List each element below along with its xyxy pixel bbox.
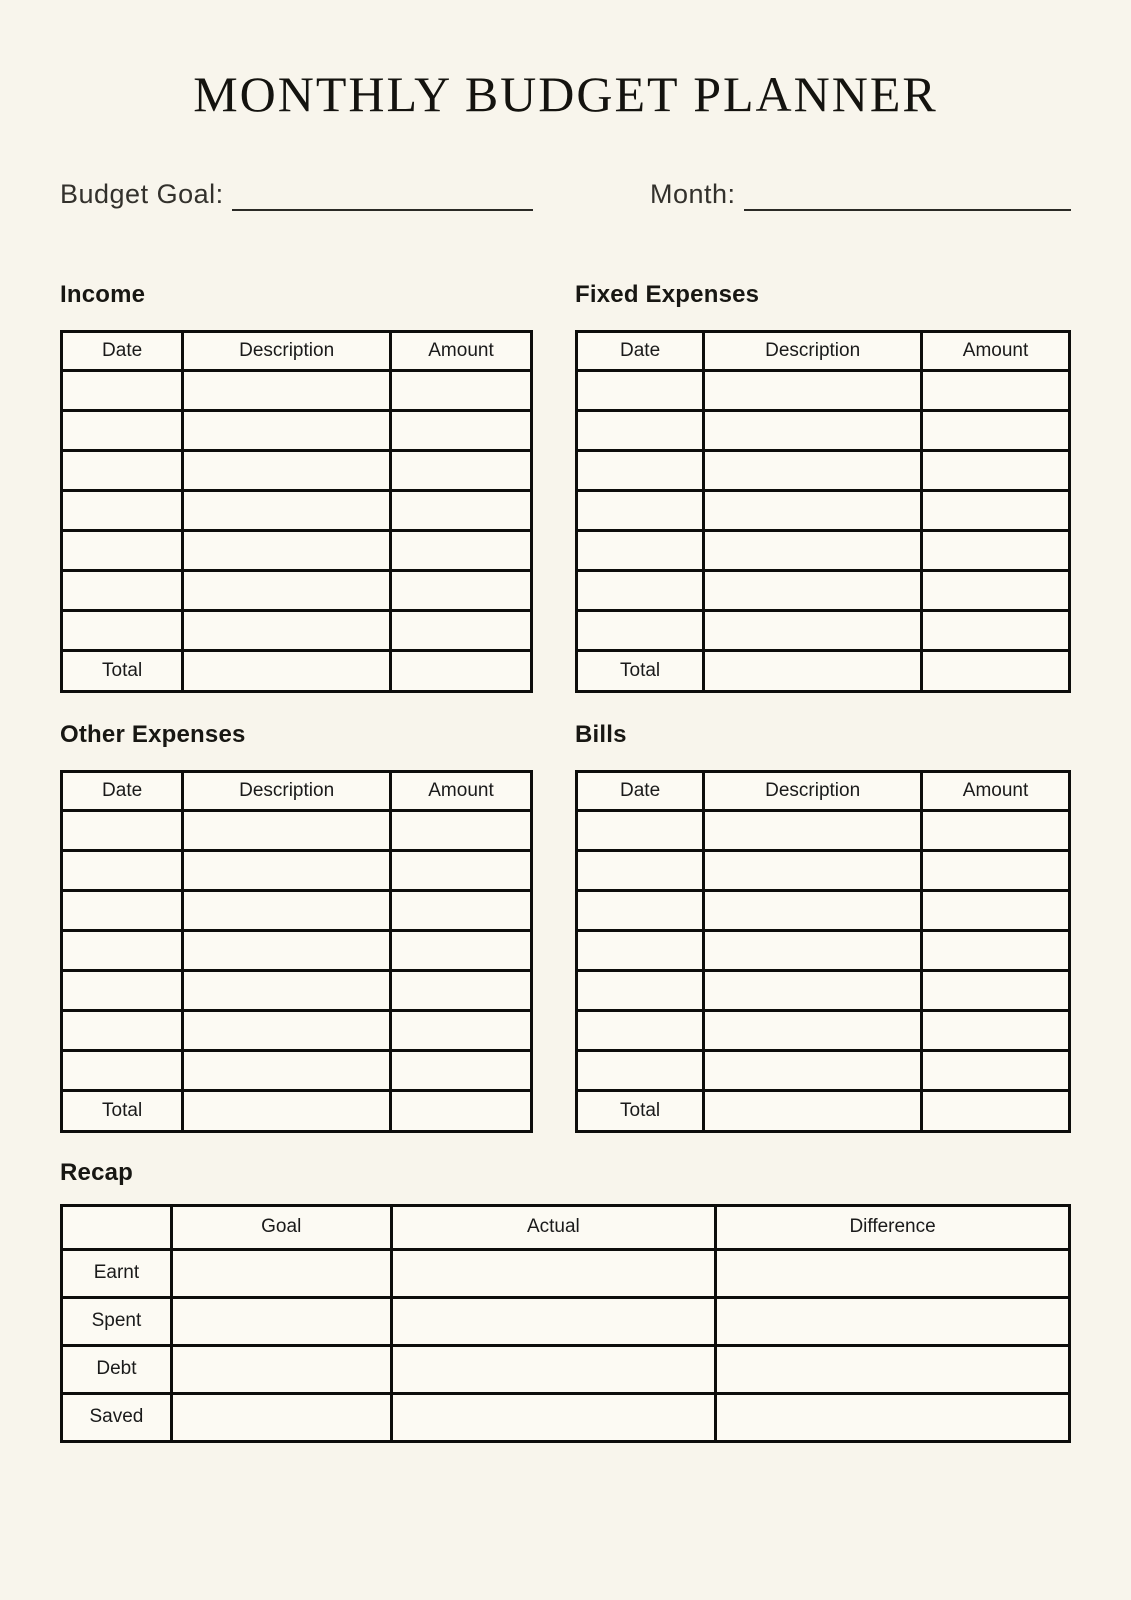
budget-goal-field bbox=[60, 178, 533, 212]
other-expenses-row bbox=[62, 810, 532, 850]
other-expenses-header-description: Description bbox=[183, 771, 391, 810]
other-expenses-empty-cell bbox=[62, 970, 183, 1010]
recap-row-label-debt: Debt bbox=[62, 1345, 172, 1393]
fixed-expenses-empty-cell bbox=[922, 571, 1070, 611]
other-expenses-empty-cell bbox=[390, 890, 531, 930]
fixed-expenses-total-empty-cell bbox=[922, 651, 1070, 692]
income-empty-cell bbox=[62, 371, 183, 411]
bills-empty-cell bbox=[922, 810, 1070, 850]
recap-empty-cell-spent-difference bbox=[716, 1297, 1070, 1345]
fixed-expenses-empty-cell bbox=[577, 531, 704, 571]
other-expenses-empty-cell bbox=[62, 930, 183, 970]
recap-empty-cell-debt-goal bbox=[171, 1345, 391, 1393]
section-heading-bills: Bills bbox=[575, 721, 627, 749]
fixed-expenses-empty-cell bbox=[922, 611, 1070, 651]
recap-header-goal: Goal bbox=[171, 1205, 391, 1249]
recap-empty-cell-saved-goal bbox=[171, 1393, 391, 1441]
recap-heading: Recap bbox=[60, 1158, 134, 1186]
income-empty-cell bbox=[183, 451, 391, 491]
bills-row bbox=[577, 970, 1070, 1010]
recap-section bbox=[60, 1159, 1071, 1443]
other-expenses-empty-cell bbox=[62, 850, 183, 890]
bills-row bbox=[577, 850, 1070, 890]
income-table bbox=[60, 330, 533, 693]
bills-total-empty-cell bbox=[704, 1090, 922, 1131]
other-expenses-total-row bbox=[62, 1090, 532, 1131]
fixed-expenses-row bbox=[577, 491, 1070, 531]
income-total-empty-cell bbox=[390, 651, 531, 692]
fixed-expenses-empty-cell bbox=[922, 371, 1070, 411]
fixed-expenses-total-empty-cell bbox=[704, 651, 922, 692]
month-field bbox=[575, 178, 1071, 212]
recap-empty-cell-debt-difference bbox=[716, 1345, 1070, 1393]
income-row bbox=[62, 451, 532, 491]
bills-row bbox=[577, 1050, 1070, 1090]
income-empty-cell bbox=[390, 571, 531, 611]
fixed-expenses-empty-cell bbox=[577, 611, 704, 651]
recap-header-difference: Difference bbox=[716, 1205, 1070, 1249]
other-expenses-header-amount: Amount bbox=[390, 771, 531, 810]
income-empty-cell bbox=[390, 611, 531, 651]
bills-empty-cell bbox=[577, 890, 704, 930]
income-row bbox=[62, 491, 532, 531]
other-expenses-total-label: Total bbox=[62, 1090, 183, 1131]
other-expenses-empty-cell bbox=[183, 850, 391, 890]
fixed-expenses-empty-cell bbox=[577, 571, 704, 611]
fixed-expenses-empty-cell bbox=[704, 531, 922, 571]
section-fixed-expenses bbox=[575, 281, 1071, 693]
fixed-expenses-empty-cell bbox=[577, 371, 704, 411]
fixed-expenses-total-label: Total bbox=[577, 651, 704, 692]
other-expenses-empty-cell bbox=[390, 970, 531, 1010]
fixed-expenses-table bbox=[575, 330, 1071, 693]
page-title: MONTHLY BUDGET PLANNER bbox=[193, 66, 938, 122]
other-expenses-row bbox=[62, 970, 532, 1010]
bills-empty-cell bbox=[577, 1050, 704, 1090]
recap-empty-cell-spent-actual bbox=[391, 1297, 716, 1345]
income-empty-cell bbox=[390, 491, 531, 531]
bills-empty-cell bbox=[922, 890, 1070, 930]
month-blank-line bbox=[744, 179, 1071, 211]
recap-empty-cell-spent-goal bbox=[171, 1297, 391, 1345]
income-row bbox=[62, 571, 532, 611]
recap-header-actual: Actual bbox=[391, 1205, 716, 1249]
other-expenses-table bbox=[60, 770, 533, 1133]
recap-row-label-saved: Saved bbox=[62, 1393, 172, 1441]
other-expenses-empty-cell bbox=[183, 890, 391, 930]
fixed-expenses-empty-cell bbox=[922, 411, 1070, 451]
fixed-expenses-row bbox=[577, 611, 1070, 651]
other-expenses-empty-cell bbox=[390, 930, 531, 970]
other-expenses-empty-cell bbox=[390, 1010, 531, 1050]
income-empty-cell bbox=[62, 571, 183, 611]
bills-header-description: Description bbox=[704, 771, 922, 810]
income-row bbox=[62, 371, 532, 411]
income-empty-cell bbox=[183, 411, 391, 451]
bills-total-empty-cell bbox=[922, 1090, 1070, 1131]
income-empty-cell bbox=[62, 451, 183, 491]
bills-total-label: Total bbox=[577, 1090, 704, 1131]
header-fields-row bbox=[60, 178, 1071, 212]
section-income bbox=[60, 281, 533, 693]
recap-empty-cell-debt-actual bbox=[391, 1345, 716, 1393]
bills-empty-cell bbox=[577, 930, 704, 970]
fixed-expenses-empty-cell bbox=[704, 571, 922, 611]
income-total-label: Total bbox=[62, 651, 183, 692]
fixed-expenses-empty-cell bbox=[704, 411, 922, 451]
section-heading-fixed-expenses: Fixed Expenses bbox=[575, 281, 760, 309]
bills-empty-cell bbox=[704, 1050, 922, 1090]
other-expenses-empty-cell bbox=[183, 930, 391, 970]
income-header-row bbox=[62, 332, 532, 371]
other-expenses-empty-cell bbox=[183, 970, 391, 1010]
income-empty-cell bbox=[183, 531, 391, 571]
budget-goal-label: Budget Goal: bbox=[60, 178, 224, 209]
recap-empty-cell-earnt-actual bbox=[391, 1249, 716, 1297]
other-expenses-empty-cell bbox=[183, 1010, 391, 1050]
income-row bbox=[62, 531, 532, 571]
bills-empty-cell bbox=[922, 1050, 1070, 1090]
bills-header-row bbox=[577, 771, 1070, 810]
other-expenses-row bbox=[62, 1010, 532, 1050]
recap-row-earnt bbox=[62, 1249, 1070, 1297]
fixed-expenses-empty-cell bbox=[704, 451, 922, 491]
bills-empty-cell bbox=[577, 970, 704, 1010]
income-header-description: Description bbox=[183, 332, 391, 371]
recap-row-label-earnt: Earnt bbox=[62, 1249, 172, 1297]
income-total-row bbox=[62, 651, 532, 692]
bills-empty-cell bbox=[704, 850, 922, 890]
fixed-expenses-empty-cell bbox=[704, 371, 922, 411]
bills-empty-cell bbox=[577, 850, 704, 890]
bills-empty-cell bbox=[922, 930, 1070, 970]
fixed-expenses-header-date: Date bbox=[577, 332, 704, 371]
other-expenses-total-empty-cell bbox=[183, 1090, 391, 1131]
recap-row-saved bbox=[62, 1393, 1070, 1441]
fixed-expenses-row bbox=[577, 571, 1070, 611]
bills-row bbox=[577, 930, 1070, 970]
other-expenses-empty-cell bbox=[62, 1010, 183, 1050]
section-heading-other-expenses: Other Expenses bbox=[60, 721, 246, 749]
other-expenses-empty-cell bbox=[62, 1050, 183, 1090]
fixed-expenses-header-description: Description bbox=[704, 332, 922, 371]
budget-goal-blank-line bbox=[232, 179, 533, 211]
income-empty-cell bbox=[62, 411, 183, 451]
fixed-expenses-row bbox=[577, 531, 1070, 571]
bills-table bbox=[575, 770, 1071, 1133]
other-expenses-empty-cell bbox=[62, 890, 183, 930]
income-row bbox=[62, 411, 532, 451]
bills-empty-cell bbox=[577, 1010, 704, 1050]
income-header-amount: Amount bbox=[390, 332, 531, 371]
fixed-expenses-empty-cell bbox=[577, 491, 704, 531]
fixed-expenses-empty-cell bbox=[704, 611, 922, 651]
other-expenses-empty-cell bbox=[390, 810, 531, 850]
fixed-expenses-row bbox=[577, 371, 1070, 411]
recap-corner-cell bbox=[62, 1205, 172, 1249]
month-label: Month: bbox=[650, 178, 736, 209]
ledger-tables-grid bbox=[60, 281, 1071, 1133]
bills-row bbox=[577, 810, 1070, 850]
section-bills bbox=[575, 721, 1071, 1133]
income-empty-cell bbox=[390, 531, 531, 571]
other-expenses-empty-cell bbox=[183, 1050, 391, 1090]
other-expenses-header-row bbox=[62, 771, 532, 810]
fixed-expenses-empty-cell bbox=[922, 491, 1070, 531]
other-expenses-empty-cell bbox=[62, 810, 183, 850]
income-empty-cell bbox=[390, 411, 531, 451]
bills-header-amount: Amount bbox=[922, 771, 1070, 810]
fixed-expenses-empty-cell bbox=[577, 411, 704, 451]
income-empty-cell bbox=[62, 611, 183, 651]
bills-empty-cell bbox=[704, 1010, 922, 1050]
fixed-expenses-empty-cell bbox=[577, 451, 704, 491]
other-expenses-empty-cell bbox=[183, 810, 391, 850]
fixed-expenses-row bbox=[577, 411, 1070, 451]
bills-empty-cell bbox=[704, 970, 922, 1010]
fixed-expenses-total-row bbox=[577, 651, 1070, 692]
other-expenses-row bbox=[62, 850, 532, 890]
bills-empty-cell bbox=[922, 1010, 1070, 1050]
other-expenses-row bbox=[62, 1050, 532, 1090]
bills-empty-cell bbox=[704, 930, 922, 970]
income-empty-cell bbox=[390, 371, 531, 411]
bills-header-date: Date bbox=[577, 771, 704, 810]
bills-empty-cell bbox=[704, 810, 922, 850]
other-expenses-row bbox=[62, 890, 532, 930]
other-expenses-empty-cell bbox=[390, 850, 531, 890]
bills-empty-cell bbox=[922, 850, 1070, 890]
income-total-empty-cell bbox=[183, 651, 391, 692]
recap-header-row bbox=[62, 1205, 1070, 1249]
recap-empty-cell-saved-difference bbox=[716, 1393, 1070, 1441]
fixed-expenses-row bbox=[577, 451, 1070, 491]
income-empty-cell bbox=[183, 371, 391, 411]
income-header-date: Date bbox=[62, 332, 183, 371]
other-expenses-total-empty-cell bbox=[390, 1090, 531, 1131]
fixed-expenses-empty-cell bbox=[922, 451, 1070, 491]
section-heading-income: Income bbox=[60, 281, 146, 309]
fixed-expenses-empty-cell bbox=[922, 531, 1070, 571]
recap-empty-cell-earnt-goal bbox=[171, 1249, 391, 1297]
income-empty-cell bbox=[183, 611, 391, 651]
income-empty-cell bbox=[62, 531, 183, 571]
recap-table bbox=[60, 1204, 1071, 1443]
income-empty-cell bbox=[62, 491, 183, 531]
fixed-expenses-empty-cell bbox=[704, 491, 922, 531]
section-other-expenses bbox=[60, 721, 533, 1133]
recap-row-debt bbox=[62, 1345, 1070, 1393]
other-expenses-empty-cell bbox=[390, 1050, 531, 1090]
bills-empty-cell bbox=[704, 890, 922, 930]
bills-total-row bbox=[577, 1090, 1070, 1131]
income-empty-cell bbox=[183, 491, 391, 531]
income-empty-cell bbox=[390, 451, 531, 491]
other-expenses-row bbox=[62, 930, 532, 970]
income-empty-cell bbox=[183, 571, 391, 611]
recap-empty-cell-saved-actual bbox=[391, 1393, 716, 1441]
recap-row-label-spent: Spent bbox=[62, 1297, 172, 1345]
bills-empty-cell bbox=[577, 810, 704, 850]
recap-row-spent bbox=[62, 1297, 1070, 1345]
bills-row bbox=[577, 890, 1070, 930]
bills-empty-cell bbox=[922, 970, 1070, 1010]
fixed-expenses-header-row bbox=[577, 332, 1070, 371]
recap-empty-cell-earnt-difference bbox=[716, 1249, 1070, 1297]
income-row bbox=[62, 611, 532, 651]
fixed-expenses-header-amount: Amount bbox=[922, 332, 1070, 371]
bills-row bbox=[577, 1010, 1070, 1050]
other-expenses-header-date: Date bbox=[62, 771, 183, 810]
